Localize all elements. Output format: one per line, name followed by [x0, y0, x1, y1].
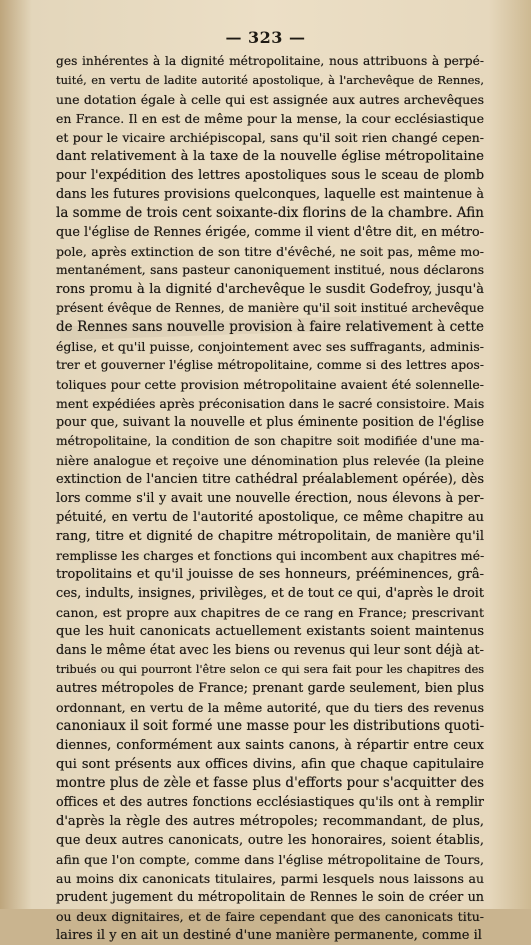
text-line: pétuité, en vertu de l'autorité apostolique, ce même chapitre au — [56, 510, 484, 525]
text-line: rons promu à la dignité d'archevêque le susdit Godefroy, jusqu'à — [56, 282, 484, 297]
text-line: mentanément, sans pasteur canoniquement institué, nous déclarons — [56, 263, 484, 277]
text-line: pour que, suivant la nouvelle et plus éminente position de l'église — [56, 415, 484, 430]
text-line: ordonnant, en vertu de la même autorité, que du tiers des revenus — [56, 700, 484, 715]
text-line: diennes, conformément aux saints canons, à répartir entre ceux — [56, 738, 484, 753]
text-line: la somme de trois cent soixante-dix florins de la chambre. Afin — [56, 205, 484, 221]
text-line: lors comme s'il y avait une nouvelle érection, nous élevons à per- — [56, 491, 484, 506]
text-line: laires il y en ait un destiné d'une manière permanente, comme il — [56, 928, 482, 943]
text-line: d'après la règle des autres métropoles; recommandant, de plus, — [56, 814, 484, 829]
text-line: tribués ou qui pourront l'être selon ce qui sera fait pour les chapitres des — [56, 663, 484, 676]
text-line: pour l'expédition des lettres apostoliques sous le sceau de plomb — [56, 168, 484, 183]
text-line: en France. Il en est de même pour la mense, la cour ecclésiastique — [56, 111, 484, 126]
text-line: ou deux dignitaires, et de faire cependant que des canonicats titu- — [56, 909, 484, 924]
text-line: tropolitains et qu'il jouisse de ses honneurs, prééminences, grâ- — [56, 567, 484, 582]
text-line: que deux autres canonicats, outre les honoraires, soient établis, — [56, 833, 484, 848]
text-line: prudent jugement du métropolitain de Rennes le soin de créer un — [56, 890, 484, 905]
text-line: remplisse les charges et fonctions qui incombent aux chapitres mé- — [56, 548, 485, 563]
text-line: nière analogue et reçoive une dénomination plus relevée (la pleine — [56, 453, 484, 468]
text-line: canoniaux il soit formé une masse pour les distributions quoti- — [56, 718, 485, 734]
body-text — [56, 52, 484, 945]
text-line: métropolitaine, la condition de son chapitre soit modifiée d'une ma- — [56, 434, 484, 448]
page-number: — 323 — — [225, 28, 306, 47]
text-line: de Rennes sans nouvelle provision à faire relativement à cette — [56, 319, 484, 335]
text-line: une dotation égale à celle qui est assignée aux autres archevêques — [56, 92, 484, 107]
text-line: toliques pour cette provision métropolitaine avaient été solennelle- — [56, 377, 484, 392]
text-line: et pour le vicaire archiépiscopal, sans qu'il soit rien changé cepen- — [56, 130, 484, 145]
text-line: ges inhérentes à la dignité métropolitaine, nous attribuons à perpé- — [56, 54, 484, 68]
text-line: rang, titre et dignité de chapitre métropolitain, de manière qu'il — [56, 529, 484, 544]
text-line: ces, indults, insignes, privilèges, et de tout ce qui, d'après le droit — [56, 586, 484, 601]
text-line: pole, après extinction de son titre d'évêché, ne soit pas, même mo- — [56, 244, 484, 259]
text-line: ment expédiées après préconisation dans le sacré consistoire. Mais — [56, 396, 485, 411]
text-line: trer et gouverner l'église métropolitaine, comme si des lettres apos- — [56, 358, 484, 372]
text-line: présent évêque de Rennes, de manière qu'il soit institué archevêque — [56, 301, 484, 315]
text-line: afin que l'on compte, comme dans l'église métropolitaine de Tours, — [56, 852, 484, 867]
text-line: montre plus de zèle et fasse plus d'efforts pour s'acquitter des — [56, 775, 484, 791]
text-line: offices et des autres fonctions ecclésiastiques qu'ils ont à remplir — [56, 795, 484, 810]
text-line: tuité, en vertu de ladite autorité apostolique, à l'archevêque de Rennes, — [56, 73, 484, 87]
text-line: dans le même état avec les biens ou revenus qui leur sont déjà at- — [56, 643, 484, 658]
text-line: que l'église de Rennes érigée, comme il vient d'être dit, en métro- — [56, 225, 484, 240]
text-line: dant relativement à la taxe de la nouvelle église métropolitaine — [56, 149, 484, 164]
text-line: dans les futures provisions quelconques, laquelle est maintenue à — [56, 187, 484, 202]
text-line: extinction de l'ancien titre cathédral préalablement opérée), dès — [56, 472, 484, 487]
text-line: canon, est propre aux chapitres de ce rang en France; prescrivant — [56, 605, 484, 620]
text-line: qui sont présents aux offices divins, afin que chaque capitulaire — [56, 757, 484, 772]
text-line: église, et qu'il puisse, conjointement avec ses suffragants, adminis- — [56, 339, 484, 354]
text-line: au moins dix canonicats titulaires, parmi lesquels nous laissons au — [56, 871, 484, 886]
text-line: autres métropoles de France; prenant garde seulement, bien plus — [56, 681, 484, 696]
text-line: que les huit canonicats actuellement existants soient maintenus — [56, 624, 484, 639]
